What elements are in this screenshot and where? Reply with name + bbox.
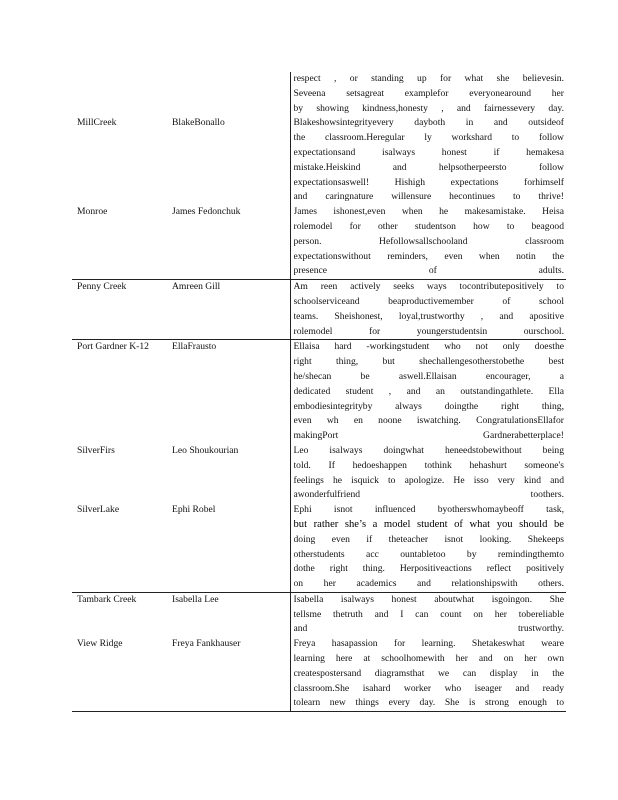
description-cell	[290, 592, 566, 637]
student-name: Amreen Gill	[172, 281, 221, 293]
description-line: and caringnature willensure hecontinues to thrive!	[293, 191, 564, 203]
school-name: Port Gardner K-12	[77, 341, 149, 353]
student-name: James Fedonchuk	[172, 206, 241, 218]
description-line: he/shecan be aswell.Ellaisan encourager, a	[293, 370, 564, 382]
student-cell	[168, 205, 290, 279]
school-name: Tambark Creek	[77, 593, 137, 605]
description-line: Ellaisa hard -workingstudent who not only doesthe	[293, 341, 564, 353]
student-cell	[168, 503, 290, 592]
description-line: even wh en noone iswatching. CongratulationsEllafor	[293, 415, 564, 427]
description-line: rolemodel for other studentson how to beagood	[293, 220, 564, 232]
description-line: teams. Sheishonest, loyal,trustworthy , and apositive	[293, 310, 564, 322]
description-line: Freya hasapassion for learning. Shetakeswhat weare	[293, 638, 564, 650]
school-cell	[72, 592, 168, 637]
description-line: dothe right thing. Herpositiveactions reflect positively	[293, 563, 564, 575]
description-line: awonderfulfriend toothers.	[293, 489, 564, 501]
student-name: Isabella Lee	[172, 593, 219, 605]
description-line: but rather she’s a model student of what you should be	[293, 518, 564, 530]
description-line: doing even if theteacher isnot looking. Shekeeps	[293, 533, 564, 545]
description-line: person. Hefollowsallschooland classroom	[293, 235, 564, 247]
description-line: feelings he isquick to apologize. He isso very kind and	[293, 474, 564, 486]
description-line: rolemodel for youngerstudentsin ourschool.	[293, 325, 564, 337]
description-cell	[290, 72, 566, 205]
description-line: by showing kindness,honesty , and fairnessevery day.	[293, 102, 564, 114]
description-line: presence of adults.	[293, 265, 564, 277]
school-cell	[72, 637, 168, 711]
description-cell	[290, 340, 566, 444]
description-line: learning here at schoolhomewith her and on her own	[293, 653, 564, 665]
school-cell	[72, 280, 168, 340]
description-line: createspostersand diagramsthat we can display in the	[293, 667, 564, 679]
description-cell	[290, 637, 566, 711]
student-cell	[168, 280, 290, 340]
student-awards-table	[72, 72, 566, 712]
table-row	[72, 503, 566, 592]
school-name: View Ridge	[77, 638, 123, 650]
description-line: Isabella isalways honest aboutwhat isgoingon. She	[293, 593, 564, 605]
description-line: schoolserviceand beaproductivemember of school	[293, 295, 564, 307]
table-row	[72, 592, 566, 637]
student-cell	[168, 444, 290, 503]
table-row	[72, 340, 566, 444]
description-line: right thing, but shechallengesotherstobethe best	[293, 356, 564, 368]
description-line: James ishonest,even when he makesamistake. Heisa	[293, 206, 564, 218]
description-line: Seveena setsagreat examplefor everyonearound her	[293, 87, 564, 99]
school-cell	[72, 72, 168, 205]
description-line: respect , or standing up for what she believesin.	[293, 73, 564, 84]
description-line: expectationswithout reminders, even when notin the	[293, 250, 564, 262]
description-cell	[290, 503, 566, 592]
table-row	[72, 72, 566, 205]
description-line: mistake.Heiskind and helpsotherpeersto follow	[293, 161, 564, 173]
student-cell	[168, 637, 290, 711]
school-cell	[72, 503, 168, 592]
school-name: Penny Creek	[77, 281, 127, 293]
description-line: told. If hedoeshappen tothink hehashurt someone's	[293, 459, 564, 471]
table-row	[72, 205, 566, 279]
description-cell	[290, 444, 566, 503]
school-cell	[72, 340, 168, 444]
student-name: Freya Fankhauser	[172, 638, 241, 650]
school-cell	[72, 205, 168, 279]
student-cell	[168, 592, 290, 637]
description-cell	[290, 280, 566, 340]
student-name: Ephi Robel	[172, 504, 216, 516]
table-row	[72, 280, 566, 340]
school-name: SilverLake	[77, 504, 120, 516]
description-line: expectationsand isalways honest if hemakesa	[293, 146, 564, 158]
description-line: tellsme thetruth and I can count on her tobereliable	[293, 608, 564, 620]
school-name: Monroe	[77, 206, 108, 218]
school-name: SilverFirs	[77, 444, 115, 456]
school-name: MillCreek	[77, 117, 117, 129]
description-line: Blakeshowsintegrityevery dayboth in and outsideof	[293, 117, 564, 129]
description-line: otherstudents acc ountabletoo by remindingthemto	[293, 548, 564, 560]
table-row	[72, 637, 566, 711]
description-line: on her academics and relationshipswith others.	[293, 578, 564, 590]
description-line: Am reen actively seeks ways tocontributepositively to	[293, 281, 564, 293]
student-cell	[168, 340, 290, 444]
table-row	[72, 444, 566, 503]
student-name: EllaFrausto	[172, 341, 217, 353]
description-line: dedicated student , and an outstandingathlete. Ella	[293, 385, 564, 397]
description-line: tolearn new things every day. She is strong enough to	[293, 697, 564, 709]
student-cell	[168, 72, 290, 205]
student-name: BlakeBonallo	[172, 117, 225, 129]
description-line: makingPort Gardnerabetterplace!	[293, 430, 564, 442]
table-body	[72, 72, 566, 712]
description-cell	[290, 205, 566, 279]
description-line: Ephi isnot influenced byotherswhomaybeoff task,	[293, 504, 564, 516]
description-line: and trustworthy.	[293, 623, 564, 635]
description-line: Leo isalways doingwhat heneedstobewithout being	[293, 444, 564, 456]
description-line: classroom.She isahard worker who iseager and ready	[293, 682, 564, 694]
student-name: Leo Shoukourian	[172, 444, 239, 456]
school-cell	[72, 444, 168, 503]
description-line: the classroom.Heregular ly workshard to follow	[293, 132, 564, 144]
description-line: expectationsaswell! Hishigh expectations forhimself	[293, 176, 564, 188]
description-line: embodiesintegrityby always doingthe right thing,	[293, 400, 564, 412]
